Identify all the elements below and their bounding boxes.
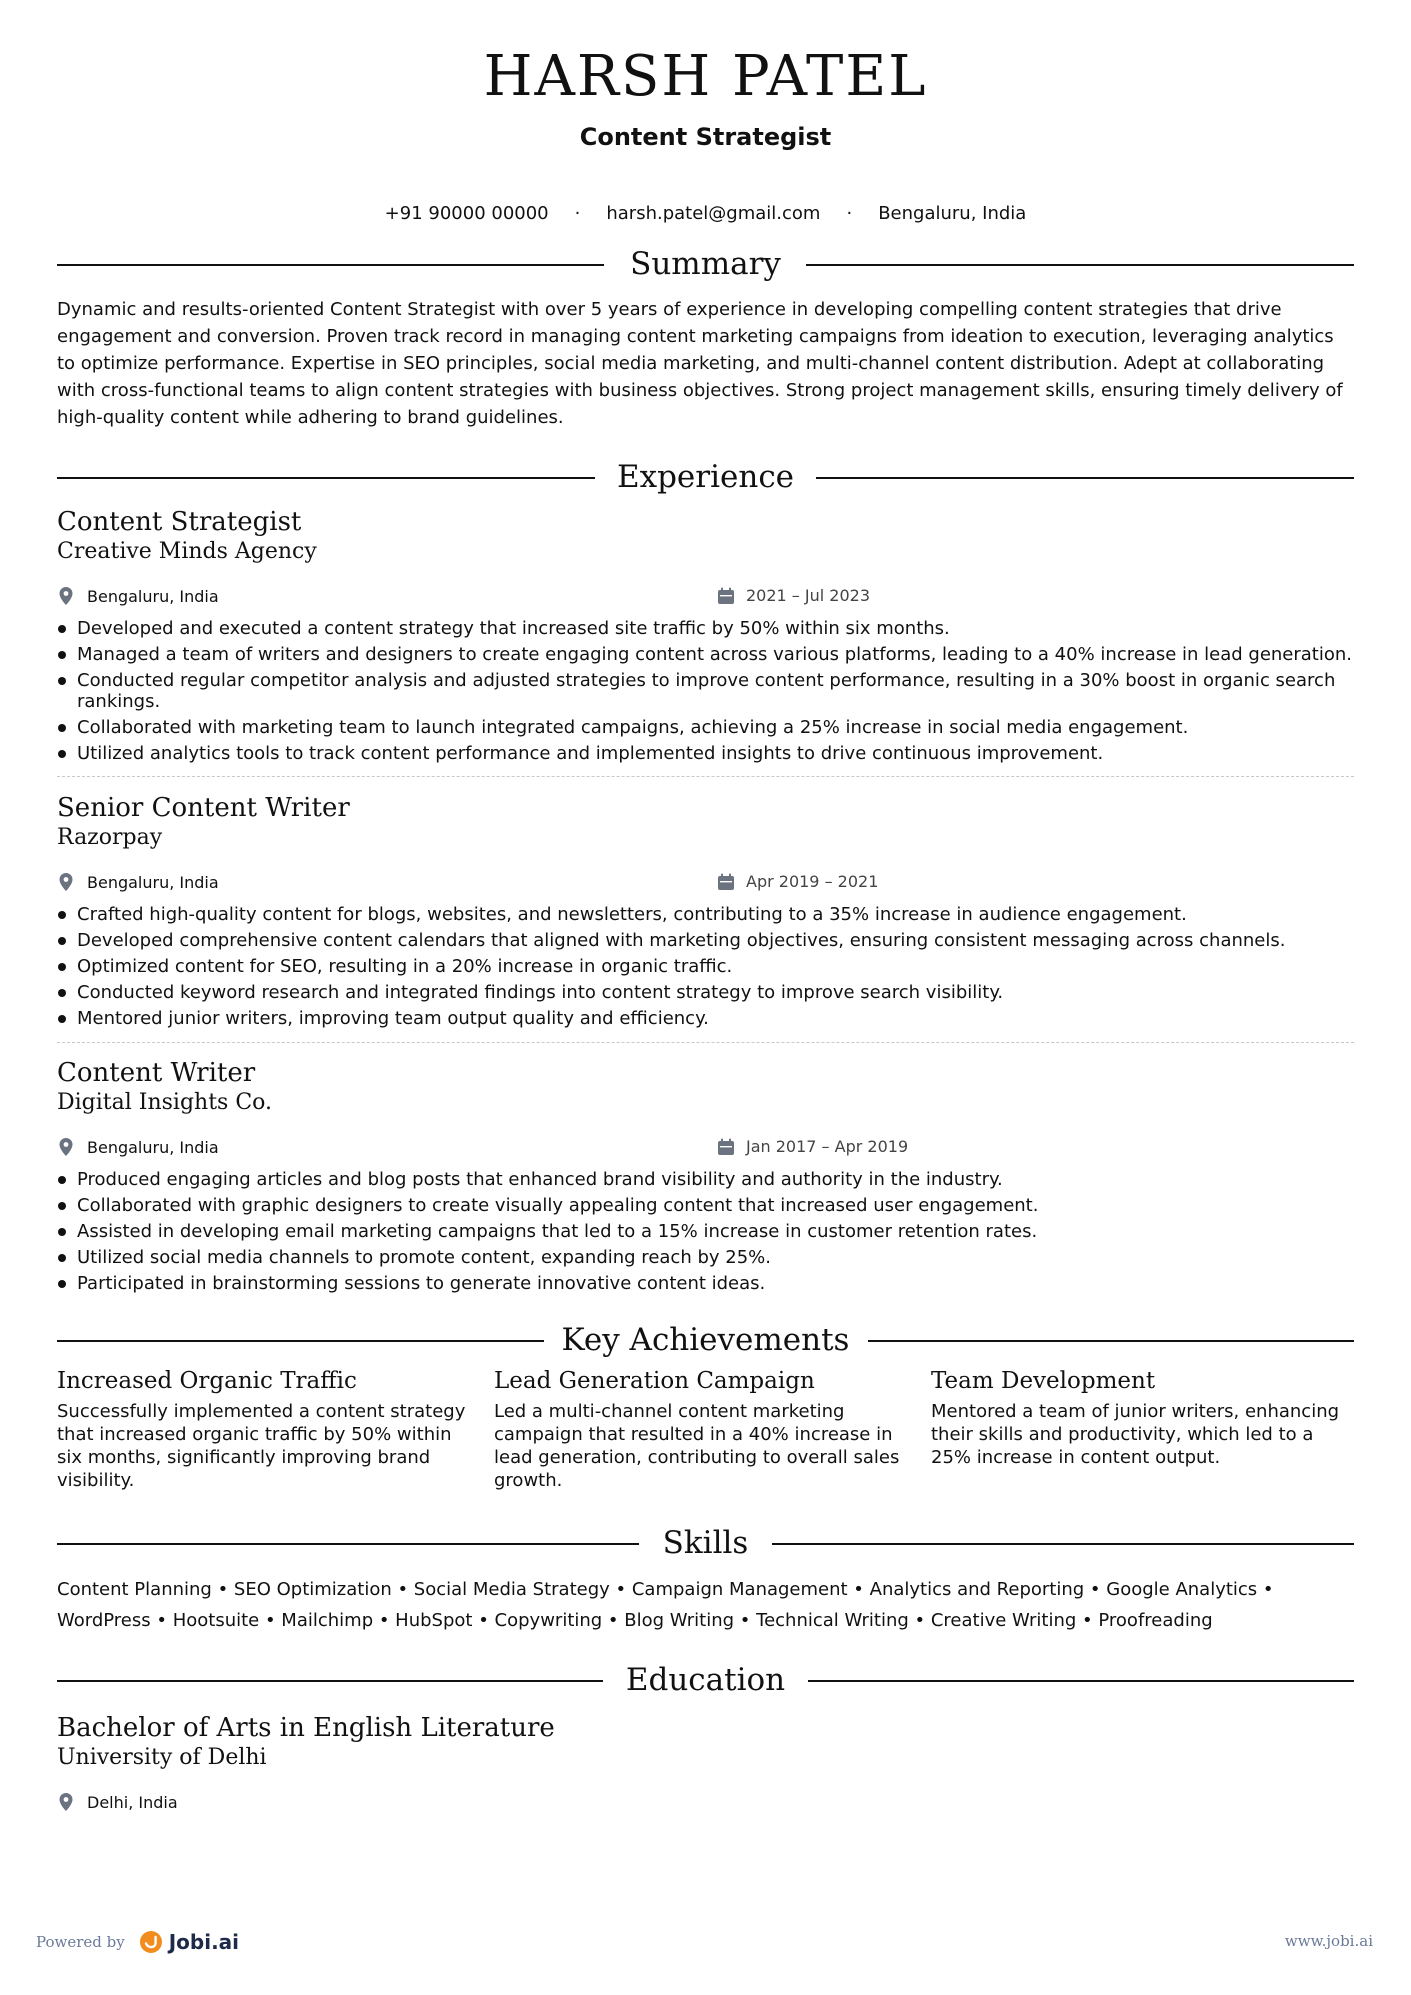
section-heading-summary	[57, 244, 1354, 284]
list-item: Developed and executed a content strategy that increased site traffic by 50% within six months.	[57, 618, 1354, 639]
experience-entry	[57, 506, 1354, 769]
jobi-brand[interactable]: Jobi.ai	[168, 1930, 240, 1954]
experience-entry	[57, 1057, 1354, 1299]
education-location	[57, 1792, 178, 1812]
home-location: Bengaluru, India	[878, 203, 1027, 224]
list-item: Produced engaging articles and blog posts that enhanced brand visibility and authority in the industry.	[57, 1169, 1354, 1190]
education-entry	[57, 1712, 1354, 1818]
entry-divider	[57, 1042, 1354, 1043]
degree-title: Bachelor of Arts in English Literature	[57, 1713, 555, 1743]
location-pin-icon	[57, 1137, 75, 1157]
achievement-card	[494, 1366, 906, 1492]
job-location-text: Bengaluru, India	[87, 1137, 219, 1157]
job-dates-text: Apr 2019 – 2021	[746, 872, 879, 891]
candidate-role: Content Strategist	[579, 123, 832, 151]
job-dates	[717, 586, 870, 605]
separator-dot: ·	[846, 203, 853, 224]
achievement-title: Increased Organic Traffic	[57, 1368, 357, 1394]
job-location	[57, 586, 219, 606]
job-bullets	[57, 1169, 1354, 1294]
calendar-icon	[717, 587, 735, 605]
job-company: Creative Minds Agency	[57, 539, 317, 564]
footer-website-link[interactable]: www.jobi.ai	[1284, 1932, 1373, 1950]
section-heading-experience	[57, 457, 1354, 497]
education-location-text: Delhi, India	[87, 1792, 178, 1812]
section-heading-skills	[57, 1523, 1354, 1563]
section-heading-achievements	[57, 1320, 1354, 1360]
list-item: Mentored junior writers, improving team output quality and efficiency.	[57, 1008, 1354, 1029]
job-company: Digital Insights Co.	[57, 1090, 273, 1115]
job-bullets	[57, 618, 1354, 764]
achievement-card	[57, 1366, 469, 1492]
job-dates-text: 2021 – Jul 2023	[746, 586, 870, 605]
list-item: Assisted in developing email marketing campaigns that led to a 15% increase in customer retention rates.	[57, 1221, 1354, 1242]
candidate-name: HARSH PATEL	[483, 44, 928, 109]
location-pin-icon	[57, 1792, 75, 1812]
list-item: Managed a team of writers and designers to create engaging content across various platforms, leading to a 40% increase in lead generation.	[57, 644, 1354, 665]
achievement-description: Mentored a team of junior writers, enhancing their skills and productivity, which led to a 25% increase in content output.	[931, 1401, 1340, 1468]
section-heading-education	[57, 1660, 1354, 1700]
job-meta	[57, 1135, 1354, 1163]
entry-divider	[57, 776, 1354, 777]
achievement-title: Lead Generation Campaign	[494, 1368, 815, 1394]
job-title: Content Writer	[57, 1058, 256, 1088]
section-title: Skills	[662, 1525, 749, 1561]
achievement-description: Led a multi-channel content marketing campaign that resulted in a 40% increase in lead generation, contributing to overall sales growth.	[494, 1401, 900, 1491]
job-dates	[717, 1137, 908, 1156]
calendar-icon	[717, 1138, 735, 1156]
email-address[interactable]: harsh.patel@gmail.com	[606, 203, 821, 224]
job-dates-text: Jan 2017 – Apr 2019	[746, 1137, 909, 1156]
separator-dot: ·	[574, 203, 581, 224]
powered-by-label: Powered by	[36, 1933, 125, 1951]
job-location	[57, 872, 219, 892]
calendar-icon	[717, 873, 735, 891]
job-title: Content Strategist	[57, 507, 302, 537]
list-item: Collaborated with graphic designers to create visually appealing content that increased user engagement.	[57, 1195, 1354, 1216]
school-name: University of Delhi	[57, 1745, 267, 1770]
list-item: Crafted high-quality content for blogs, websites, and newsletters, contributing to a 35% increase in audience engagement.	[57, 904, 1354, 925]
list-item: Collaborated with marketing team to launch integrated campaigns, achieving a 25% increase in social media engagement.	[57, 717, 1354, 738]
job-location-text: Bengaluru, India	[87, 872, 219, 892]
section-title: Key Achievements	[561, 1322, 850, 1358]
list-item: Optimized content for SEO, resulting in a 20% increase in organic traffic.	[57, 956, 1354, 977]
job-dates	[717, 872, 878, 891]
achievement-description: Successfully implemented a content strategy that increased organic traffic by 50% within six months, significantly improving brand visibility.	[57, 1401, 466, 1491]
phone-number[interactable]: +91 90000 00000	[384, 203, 549, 224]
jobi-logo-icon	[139, 1930, 163, 1954]
job-meta	[57, 584, 1354, 612]
job-meta	[57, 870, 1354, 898]
list-item: Developed comprehensive content calendars that aligned with marketing objectives, ensuring consistent messaging across channels.	[57, 930, 1354, 951]
job-location-text: Bengaluru, India	[87, 586, 219, 606]
achievement-card	[931, 1366, 1343, 1469]
job-bullets	[57, 904, 1354, 1029]
contact-line	[57, 203, 1354, 224]
job-company: Razorpay	[57, 825, 163, 850]
job-location	[57, 1137, 219, 1157]
job-title: Senior Content Writer	[57, 793, 350, 823]
section-title: Experience	[616, 459, 795, 495]
section-title: Summary	[630, 246, 781, 282]
list-item: Conducted regular competitor analysis and adjusted strategies to improve content performance, resulting in a 30% boost in organic search rankings.	[57, 670, 1354, 712]
list-item: Utilized social media channels to promote content, expanding reach by 25%.	[57, 1247, 1354, 1268]
footer-powered-by	[36, 1930, 239, 1954]
achievement-title: Team Development	[931, 1368, 1156, 1394]
section-title: Education	[625, 1662, 786, 1698]
education-meta	[57, 1790, 1354, 1818]
summary-text: Dynamic and results-oriented Content Strategist with over 5 years of experience in developing compelling content strategies that drive engagement and conversion. Proven track record in managing content marketing campaigns from ideation to execution, leveraging analytics to optimize performance. Expertise in SEO principles, social media marketing, and multi-channel content distribution. Adept at collaborating with cross-functional teams to align content strategies with business objectives. Strong project management skills, ensuring timely delivery of high-quality content while adhering to brand guidelines.	[57, 299, 1343, 428]
list-item: Participated in brainstorming sessions to generate innovative content ideas.	[57, 1273, 1354, 1294]
experience-entry	[57, 792, 1354, 1034]
list-item: Conducted keyword research and integrated findings into content strategy to improve search visibility.	[57, 982, 1354, 1003]
location-pin-icon	[57, 872, 75, 892]
skills-list: Content Planning • SEO Optimization • Social Media Strategy • Campaign Management • Analytics and Reporting • Google Analytics • WordPress • Hootsuite • Mailchimp • HubSpot • Copywriting • Blog Writing • Technical Writing • Creative Writing • Proofreading	[57, 1579, 1274, 1631]
list-item: Utilized analytics tools to track content performance and implemented insights to drive continuous improvement.	[57, 743, 1354, 764]
location-pin-icon	[57, 586, 75, 606]
